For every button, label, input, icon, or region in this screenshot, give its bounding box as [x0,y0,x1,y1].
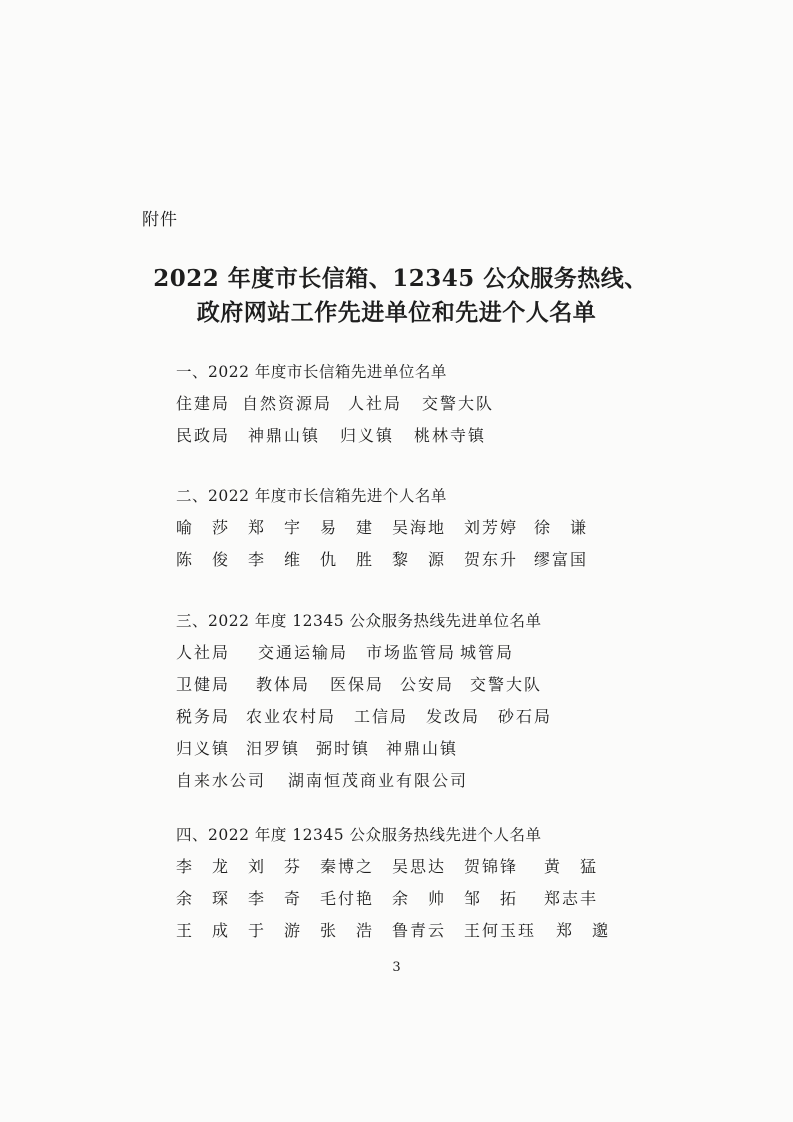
list-item: 神鼎山镇 [248,426,321,445]
attachment-label: 附件 [142,210,178,230]
list-item: 余 琛 [176,889,231,908]
list-item: 李 维 [248,550,303,569]
list-item: 归义镇 [340,426,395,445]
list-item: 陈 俊 [176,550,231,569]
list-item: 桃林寺镇 [414,426,487,445]
list-item: 归义镇 [176,739,231,758]
section-3-row-1 [176,640,514,663]
list-item: 自然资源局 [242,394,333,413]
list-item: 神鼎山镇 [386,739,459,758]
title-line-2: 政府网站工作先进单位和先进个人名单 [196,299,597,326]
list-item: 郑 邈 [556,921,611,940]
section-1-row-2 [176,423,486,446]
list-item: 人社局 [176,643,231,662]
list-item: 教体局 [256,675,311,694]
list-item: 交警大队 [422,394,495,413]
list-item: 吴思达 [392,857,447,876]
list-item: 黄 猛 [544,857,599,876]
list-item: 余 帅 [392,889,447,908]
list-item: 王何玉珏 [464,921,537,940]
list-item: 人社局 [348,394,403,413]
section-2-row-1 [176,515,588,538]
document-title [0,262,793,330]
section-heading-3: 三、2022 年度 12345 公众服务热线先进单位名单 [176,612,542,630]
list-item: 吴海地 [392,518,447,537]
list-item: 汨罗镇 [246,739,301,758]
section-heading-4: 四、2022 年度 12345 公众服务热线先进个人名单 [176,826,542,844]
list-item: 公安局 [400,675,455,694]
list-item: 徐 谦 [534,518,589,537]
section-heading-1: 一、2022 年度市长信箱先进单位名单 [176,363,447,381]
list-item: 刘 芬 [248,857,303,876]
section-1-row-1 [176,391,494,414]
list-item: 工信局 [354,707,409,726]
section-4-row-3 [176,918,610,941]
list-item: 湖南恒茂商业有限公司 [288,771,469,790]
section-3-row-5 [176,768,468,791]
list-item: 税务局 [176,707,231,726]
list-item: 喻 莎 [176,518,231,537]
list-item: 卫健局 [176,675,231,694]
list-item: 缪富国 [534,550,589,569]
list-item: 贺锦锋 [464,857,519,876]
list-item: 民政局 [176,426,231,445]
title-line-1: 2022 年度市长信箱、12345 公众服务热线、 [153,265,648,292]
list-item: 秦博之 [320,857,375,876]
page-number: 3 [392,960,401,975]
list-item: 贺东升 [464,550,519,569]
list-item: 易 建 [320,518,375,537]
list-item: 黎 源 [392,550,447,569]
list-item: 张 浩 [320,921,375,940]
list-item: 农业农村局 [246,707,337,726]
list-item: 于 游 [248,921,303,940]
list-item: 刘芳婷 [464,518,519,537]
list-item: 李 龙 [176,857,231,876]
list-item: 仇 胜 [320,550,375,569]
section-3-row-4 [176,736,458,759]
list-item: 李 奇 [248,889,303,908]
list-item: 城管局 [460,643,515,662]
section-2-row-2 [176,547,588,570]
list-item: 交通运输局 [258,643,349,662]
list-item: 郑 宇 [248,518,303,537]
list-item: 毛付艳 [320,889,375,908]
list-item: 自来水公司 [176,771,267,790]
list-item: 医保局 [330,675,385,694]
list-item: 郑志丰 [544,889,599,908]
list-item: 邹 拓 [464,889,519,908]
section-heading-2: 二、2022 年度市长信箱先进个人名单 [176,487,447,505]
section-4-row-1 [176,854,598,877]
list-item: 弼时镇 [316,739,371,758]
section-3-row-2 [176,672,542,695]
list-item: 交警大队 [470,675,543,694]
list-item: 市场监管局 [366,643,457,662]
list-item: 砂石局 [498,707,553,726]
list-item: 鲁青云 [392,921,447,940]
section-4-row-2 [176,886,598,909]
list-item: 住建局 [176,394,231,413]
section-3-row-3 [176,704,552,727]
list-item: 发改局 [426,707,481,726]
list-item: 王 成 [176,921,231,940]
